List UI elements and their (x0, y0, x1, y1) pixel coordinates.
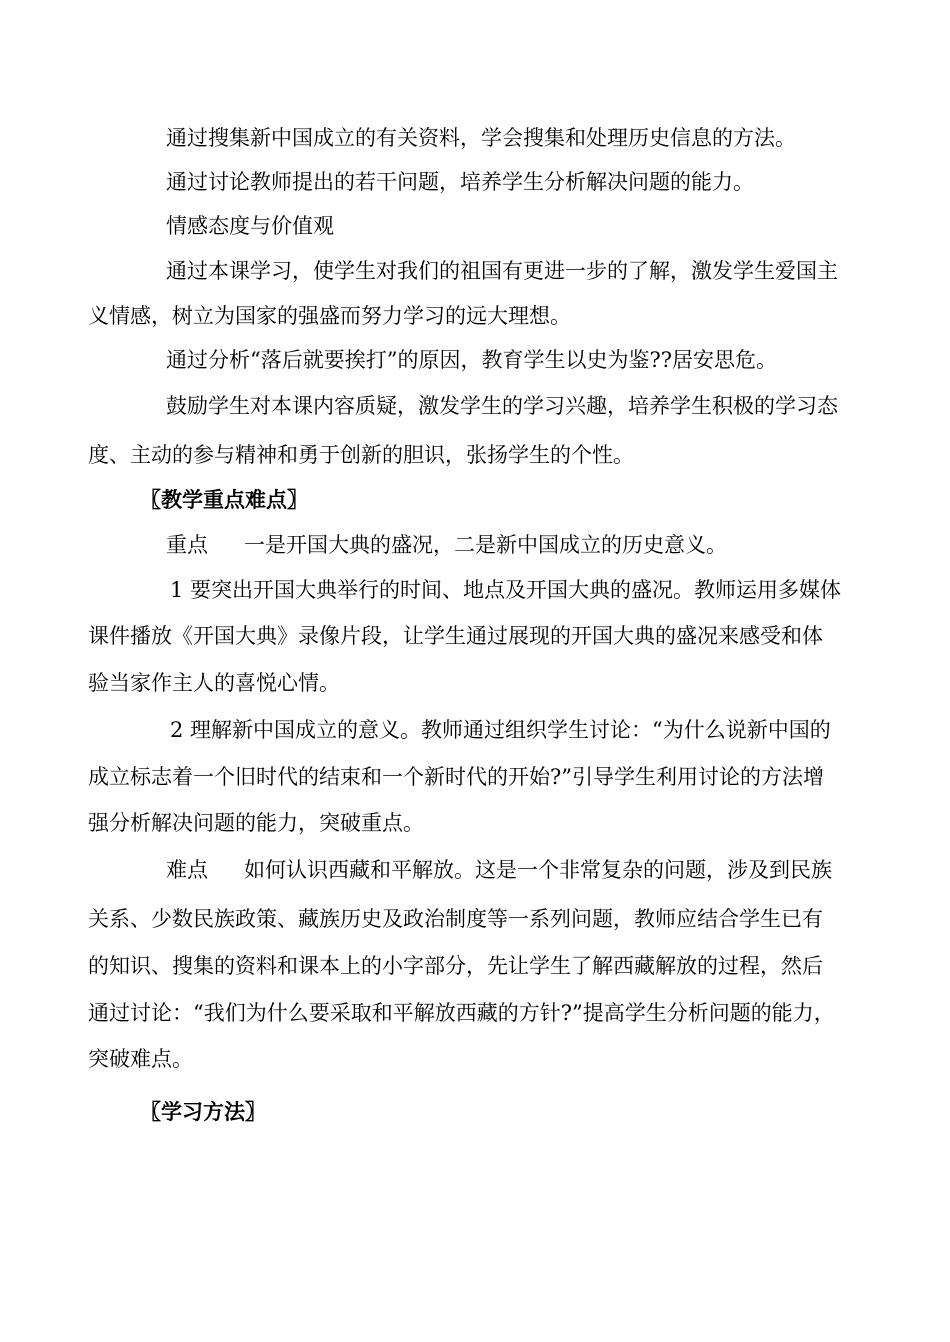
difficulty-text: 如何认识西藏和平解放。这是一个非常复杂的问题，涉及到民族 (244, 858, 832, 882)
paragraph-line: 度、主动的参与精神和勇于创新的胆识，张扬学生的个性。 (88, 443, 634, 467)
paragraph-line: 通过搜集新中国成立的有关资料，学会搜集和处理历史信息的方法。 (166, 126, 796, 150)
difficulty-label: 难点 (166, 858, 208, 882)
paragraph-line: 通过分析“落后就要挨打”的原因，教育学生以史为鉴??居安思危。 (166, 348, 777, 372)
difficulty-line (166, 855, 832, 885)
paragraph-line: 关系、少数民族政策、藏族历史及政治制度等一系列问题，教师应结合学生已有 (88, 907, 823, 931)
paragraph-line: 鼓励学生对本课内容质疑，激发学生的学习兴趣，培养学生积极的学习态 (166, 394, 838, 418)
key-point-line (166, 530, 727, 560)
section-subheading: 情感态度与价值观 (166, 214, 334, 238)
key-point-label: 重点 (166, 533, 208, 557)
paragraph-line: 通过本课学习，使学生对我们的祖国有更进一步的了解，激发学生爱国主 (166, 259, 838, 283)
paragraph-line: 2 理解新中国成立的意义。教师通过组织学生讨论：“为什么说新中国的 (170, 718, 831, 742)
paragraph-line: 成立标志着一个旧时代的结束和一个新时代的开始?”引导学生利用讨论的方法增 (88, 765, 824, 789)
paragraph-line: 课件播放《开国大典》录像片段，让学生通过展现的开国大典的盛况来感受和体 (88, 624, 823, 648)
key-point-text: 一是开国大典的盛况，二是新中国成立的历史意义。 (244, 533, 727, 557)
paragraph-line: 突破难点。 (88, 1047, 193, 1071)
paragraph-line: 1 要突出开国大典举行的时间、地点及开国大典的盛况。教师运用多媒体 (170, 578, 842, 602)
paragraph-line: 通过讨论：“我们为什么要采取和平解放西藏的方针?”提高学生分析问题的能力， (88, 1001, 835, 1025)
paragraph-line: 通过讨论教师提出的若干问题，培养学生分析解决问题的能力。 (166, 170, 754, 194)
paragraph-line: 强分析解决问题的能力，突破重点。 (88, 811, 424, 835)
section-heading-study-methods: 〖学习方法〗 (140, 1099, 266, 1124)
paragraph-line: 义情感，树立为国家的强盛而努力学习的远大理想。 (88, 304, 571, 328)
section-heading-key-points: 〖教学重点难点〗 (140, 487, 308, 512)
paragraph-line: 的知识、搜集的资料和课本上的小字部分，先让学生了解西藏解放的过程，然后 (88, 954, 823, 978)
paragraph-line: 验当家作主人的喜悦心情。 (88, 671, 340, 695)
